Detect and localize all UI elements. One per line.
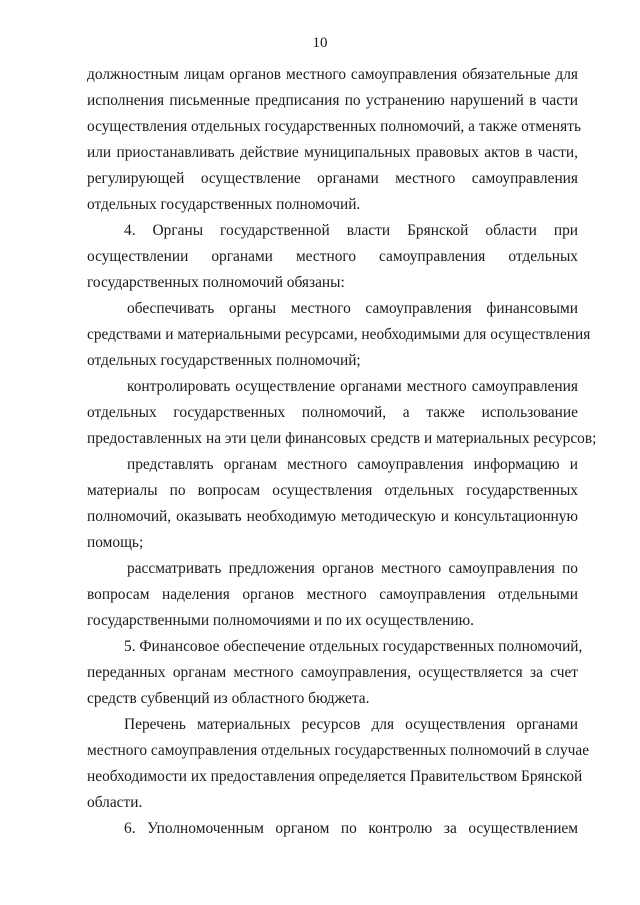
- text-line: переданных органам местного самоуправления, осуществляется за счет: [87, 664, 578, 681]
- text-line: отдельных государственных полномочий;: [87, 352, 361, 369]
- text-line: необходимости их предоставления определяется Правительством Брянской: [87, 768, 583, 785]
- paragraph-item-4: [87, 218, 578, 296]
- text-line: местного самоуправления отдельных государственных полномочий в случае: [87, 742, 590, 759]
- text-line: 5. Финансовое обеспечение отдельных государственных полномочий,: [124, 638, 583, 655]
- text-line: контролировать осуществление органами местного самоуправления: [127, 378, 578, 395]
- text-line: средств субвенций из областного бюджета.: [87, 690, 370, 707]
- text-line: предоставленных на эти цели финансовых средств и материальных ресурсов;: [87, 430, 597, 447]
- text-line: рассматривать предложения органов местного самоуправления по: [127, 560, 578, 577]
- text-line: исполнения письменные предписания по устранению нарушений в части: [87, 92, 578, 109]
- text-line: 4. Органы государственной власти Брянской области при: [124, 222, 578, 239]
- text-line: регулирующей осуществление органами местного самоуправления: [87, 170, 578, 187]
- paragraph-provide-funds: [87, 296, 591, 374]
- paragraph-item-6: [87, 816, 578, 842]
- paragraph-control: [87, 374, 597, 452]
- paragraph-resources-list: [87, 712, 590, 816]
- paragraph-item-5: [87, 634, 583, 712]
- text-line: обеспечивать органы местного самоуправления финансовыми: [127, 300, 578, 317]
- text-line: представлять органам местного самоуправления информацию и: [127, 456, 578, 473]
- text-line: полномочий, оказывать необходимую методическую и консультационную: [87, 508, 578, 525]
- text-line: государственными полномочиями и по их осуществлению.: [87, 612, 474, 629]
- text-line: помощь;: [87, 534, 144, 551]
- page-number: 10: [312, 35, 328, 51]
- text-line: должностным лицам органов местного самоуправления обязательные для: [87, 66, 578, 83]
- paragraph-review: [87, 556, 578, 634]
- paragraph-1: [87, 62, 581, 218]
- text-line: отдельных государственных полномочий, а также использование: [87, 404, 578, 421]
- text-line: или приостанавливать действие муниципальных правовых актов в части,: [87, 144, 578, 161]
- text-line: материалы по вопросам осуществления отдельных государственных: [87, 482, 578, 499]
- text-line: государственных полномочий обязаны:: [87, 274, 345, 291]
- text-line: Перечень материальных ресурсов для осуществления органами: [124, 716, 578, 733]
- text-line: осуществлении органами местного самоуправления отдельных: [87, 248, 578, 265]
- document-body: [87, 62, 597, 842]
- text-line: вопросам наделения органов местного самоуправления отдельными: [87, 586, 578, 603]
- text-line: средствами и материальными ресурсами, необходимыми для осуществления: [87, 326, 591, 343]
- text-line: 6. Уполномоченным органом по контролю за осуществлением: [124, 820, 578, 837]
- paragraph-inform: [87, 452, 578, 556]
- text-line: отдельных государственных полномочий.: [87, 196, 361, 213]
- text-line: области.: [87, 794, 143, 811]
- text-line: осуществления отдельных государственных полномочий, а также отменять: [87, 118, 581, 135]
